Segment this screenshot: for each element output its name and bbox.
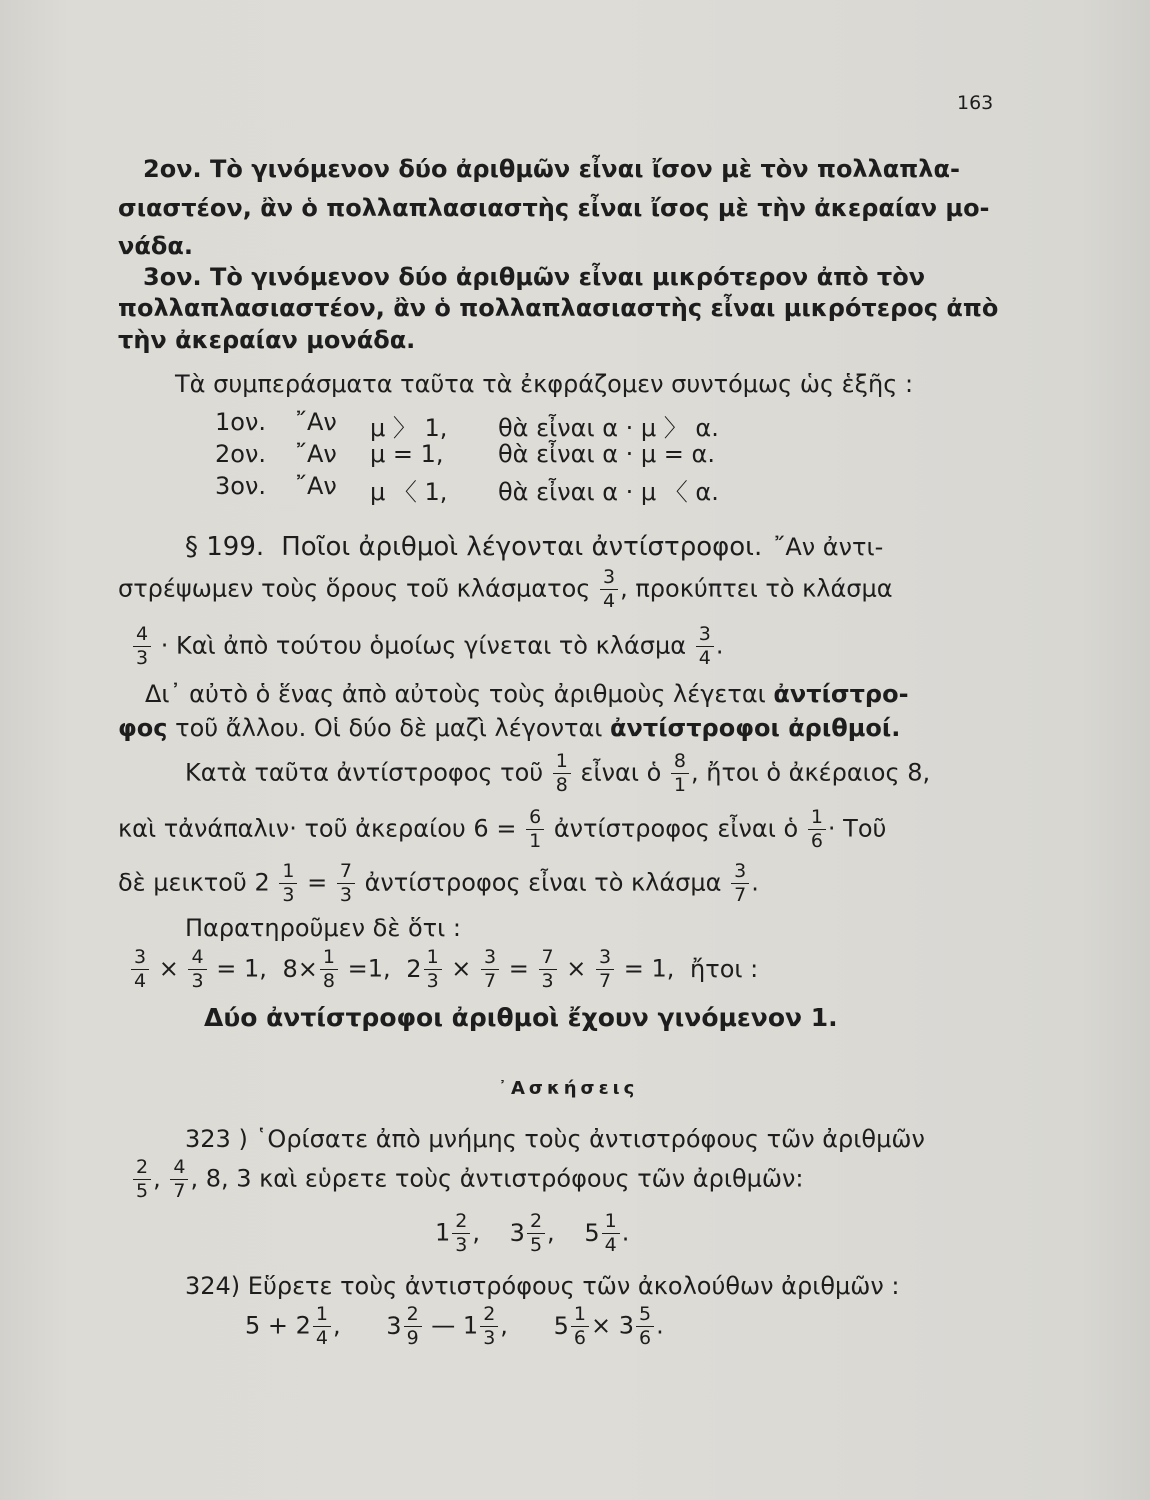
text: Δι᾽ αὐτὸ ὁ ἕνας ἀπὸ αὐτοὺς τοὺς ἀριθμοὺς λέγεται [145, 680, 766, 708]
numerator: 1 [573, 1303, 586, 1325]
fraction-6-1 [526, 808, 544, 851]
numerator: 8 [673, 750, 687, 772]
para-1-line-2 [131, 625, 723, 668]
row-2-if: ῎Αν [295, 440, 337, 468]
fraction-4-3 [188, 948, 206, 991]
denominator: 4 [696, 646, 714, 668]
numerator: 3 [603, 566, 616, 588]
numerator: 2 [483, 1303, 496, 1325]
text: δὲ μεικτοῦ 2 [118, 868, 270, 897]
denominator: 6 [808, 829, 826, 851]
denominator: 7 [596, 969, 614, 991]
fraction-4-7 [170, 1158, 188, 1201]
text: ἀντίστροφος εἶναι τὸ κλάσμα [364, 868, 722, 897]
text: ἤτοι : [690, 954, 759, 983]
text: = [307, 868, 328, 897]
exercise-324-line-2 [245, 1305, 664, 1348]
text: εἶναι ὁ [580, 758, 662, 787]
summary-intro: Τὰ συμπεράσματα ταῦτα τὰ ἐκφράζομεν συντόμως ὡς ἑξῆς : [175, 370, 914, 398]
numerator: 5 [638, 1303, 652, 1325]
denominator: 7 [731, 883, 749, 905]
row-1-case: 1ον. [215, 408, 266, 436]
text: · Καὶ ἀπὸ τούτου ὁμοίως γίνεται τὸ κλάσμα [160, 631, 687, 660]
denominator: 3 [539, 969, 557, 991]
numerator: 7 [339, 860, 352, 882]
sep: , [547, 1218, 555, 1247]
line-3rd-rule: 3ον. Τὸ γινόμενον δύο ἀριθμῶν εἶναι μικρότερον ἀπὸ τὸν [143, 263, 926, 291]
text: 5 [553, 1311, 569, 1340]
numerator: 1 [322, 946, 335, 968]
denominator: 4 [600, 589, 618, 611]
numerator: 1 [282, 860, 295, 882]
bold-term: φος [118, 714, 168, 742]
numerator: 1 [315, 1303, 328, 1325]
denominator: 3 [133, 646, 151, 668]
text: , ἤτοι ὁ ἀκέραιος 8, [691, 758, 931, 787]
denominator: 3 [480, 1326, 498, 1348]
exercise-324-line-1: 324) Εὕρετε τοὺς ἀντιστρόφους τῶν ἀκολούθων ἀριθμῶν : [185, 1272, 900, 1300]
fraction-5-6 [636, 1305, 654, 1348]
fraction-7-3 [539, 948, 557, 991]
bold-term: ἀντίστρο- [773, 680, 909, 708]
row-1-result: θὰ εἶναι α · μ 〉 α. [498, 414, 719, 442]
op: × [158, 954, 179, 983]
line-3rd-rule-cont: πολλαπλασιαστέον, ἂν ὁ πολλαπλασιαστὴς εἶναι μικρότερος ἀπὸ [118, 294, 999, 322]
numerator: 3 [698, 623, 711, 645]
text: — 1 [431, 1311, 479, 1340]
denominator: 3 [424, 969, 442, 991]
sep: . [621, 1218, 630, 1247]
page-number: 163 [957, 92, 994, 114]
exercise-323-line-1: 323 ) ῾Ορίσατε ἀπὸ μνήμης τοὺς ἀντιστρόφους τῶν ἀριθμῶν [185, 1125, 925, 1153]
whole: 1 [435, 1218, 451, 1247]
op: × [451, 954, 472, 983]
fraction-3-7 [481, 948, 499, 991]
fraction-7-3 [337, 862, 355, 905]
text: ἀντίστροφος εἶναι ὁ [553, 814, 799, 843]
op: 8× [282, 954, 318, 983]
numerator: 6 [529, 806, 542, 828]
numerator: 2 [136, 1156, 149, 1178]
sep: , [153, 1164, 161, 1193]
op: =1, [347, 954, 391, 983]
para-1-line-1 [118, 568, 893, 611]
row-2-condition: μ = 1, [370, 440, 444, 468]
sep: , [472, 1218, 481, 1247]
fraction-2-5 [527, 1212, 545, 1255]
fraction-1-4 [602, 1212, 620, 1255]
para-3-line-1 [185, 752, 930, 795]
row-3-condition: μ 〈 1, [370, 478, 448, 506]
fraction-2-5 [133, 1158, 151, 1201]
numerator: 4 [173, 1156, 186, 1178]
fraction-4-3 [133, 625, 151, 668]
row-2-result: θὰ εἶναι α · μ = α. [498, 440, 715, 468]
denominator: 4 [602, 1233, 620, 1255]
numerator: 1 [426, 946, 439, 968]
op: × [566, 954, 587, 983]
numerator: 1 [555, 750, 568, 772]
equation-line [129, 948, 758, 991]
numerator: 3 [734, 860, 747, 882]
numerator: 2 [529, 1210, 543, 1232]
denominator: 1 [671, 773, 689, 795]
para-2-line-2 [118, 714, 900, 742]
numerator: 3 [599, 946, 612, 968]
denominator: 9 [404, 1326, 422, 1348]
line-2nd-rule: 2ον. Τὸ γινόμενον δύο ἀριθμῶν εἶναι ἴσον μὲ τὸν πολλαπλα- [143, 155, 960, 183]
denominator: 6 [636, 1326, 654, 1348]
op: = 1, [623, 954, 675, 983]
numerator: 1 [604, 1210, 617, 1232]
line-2nd-rule-cont: σιαστέον, ἂν ὁ πολλαπλασιαστὴς εἶναι ἴσος μὲ τὴν ἀκεραίαν μο- [118, 194, 990, 222]
exercises-heading: ᾽Ασκήσεις [498, 1078, 639, 1099]
fraction-1-6 [808, 808, 826, 851]
text: 3 [386, 1311, 402, 1340]
section-title: Ποῖοι ἀριθμοὶ λέγονται ἀντίστροφοι. [281, 532, 763, 562]
text: , προκύπτει τὸ κλάσμα [620, 574, 893, 603]
whole: 3 [509, 1218, 525, 1247]
numerator: 3 [484, 946, 497, 968]
text: × 3 [590, 1311, 634, 1340]
denominator: 6 [571, 1326, 589, 1348]
row-2-case: 2ον. [215, 440, 266, 468]
denominator: 4 [131, 969, 149, 991]
text: τοῦ ἄλλου. Οἱ δύο δὲ μαζὶ λέγονται [175, 714, 603, 742]
fraction-1-8 [320, 948, 338, 991]
denominator: 4 [313, 1326, 331, 1348]
denominator: 5 [133, 1179, 151, 1201]
para-4-intro: Παρατηροῦμεν δὲ ὅτι : [185, 914, 461, 942]
fraction-3-4 [600, 568, 618, 611]
sep: . [656, 1311, 664, 1340]
text: . [715, 631, 724, 660]
sep: , [500, 1311, 508, 1340]
denominator: 3 [452, 1233, 470, 1255]
fraction-1-8 [553, 752, 571, 795]
op: = 1, [216, 954, 267, 983]
para-2-line-1 [145, 680, 909, 708]
denominator: 3 [188, 969, 206, 991]
sep: , [333, 1311, 341, 1340]
denominator: 5 [527, 1233, 545, 1255]
denominator: 3 [279, 883, 297, 905]
row-1-if: ῎Αν [295, 408, 337, 436]
fraction-2-9 [404, 1305, 422, 1348]
text: , 8, 3 καὶ εὑρετε τοὺς ἀντιστρόφους τῶν ἀριθμῶν: [190, 1164, 804, 1193]
line-2nd-rule-end: νάδα. [118, 232, 193, 260]
para-3-line-3 [118, 862, 759, 905]
row-3-case: 3ον. [215, 472, 266, 500]
fraction-2-3 [480, 1305, 498, 1348]
text: καὶ τἀνάπαλιν· τοῦ ἀκεραίου 6 = [118, 814, 517, 843]
fraction-3-7 [731, 862, 749, 905]
fraction-1-3 [279, 862, 297, 905]
text: · Τοῦ [827, 814, 887, 843]
text: 5 + 2 [245, 1311, 311, 1340]
exercise-323-line-3 [435, 1212, 629, 1255]
section-number: § 199. [185, 532, 265, 562]
whole: 5 [584, 1218, 600, 1247]
text: Κατὰ ταῦτα ἀντίστροφος τοῦ [185, 758, 544, 787]
denominator: 8 [553, 773, 571, 795]
para-3-line-2 [118, 808, 886, 851]
exercise-323-line-2 [131, 1158, 804, 1201]
denominator: 3 [337, 883, 355, 905]
fraction-3-4 [696, 625, 714, 668]
numerator: 7 [541, 946, 554, 968]
row-3-result: θὰ εἶναι α · μ 〈 α. [498, 478, 719, 506]
fraction-1-3 [424, 948, 442, 991]
bold-term: ἀντίστροφοι ἀριθμοί. [610, 714, 901, 742]
line-3rd-rule-end: τὴν ἀκεραίαν μονάδα. [118, 326, 416, 354]
numerator: 3 [134, 946, 147, 968]
fraction-3-7 [596, 948, 614, 991]
numerator: 2 [406, 1303, 419, 1325]
fraction-8-1 [671, 752, 689, 795]
op: = [508, 954, 529, 983]
row-1-condition: μ 〉 1, [370, 414, 448, 442]
fraction-3-4 [131, 948, 149, 991]
numerator: 2 [455, 1210, 468, 1232]
denominator: 8 [320, 969, 338, 991]
numerator: 4 [191, 946, 204, 968]
denominator: 1 [526, 829, 544, 851]
numerator: 1 [810, 806, 823, 828]
section-199-heading-line [185, 532, 883, 562]
section-text-start: ῎Αν ἀντι- [773, 533, 884, 561]
numerator: 4 [136, 623, 149, 645]
op: 2 [406, 954, 422, 983]
text: . [751, 868, 759, 897]
text: στρέψωμεν τοὺς ὅρους τοῦ κλάσματος [118, 574, 591, 603]
denominator: 7 [170, 1179, 188, 1201]
fraction-1-4 [313, 1305, 331, 1348]
fraction-2-3 [452, 1212, 470, 1255]
bold-rule: Δύο ἀντίστροφοι ἀριθμοὶ ἔχουν γινόμενον 1. [204, 1003, 838, 1032]
denominator: 7 [481, 969, 499, 991]
row-3-if: ῎Αν [295, 472, 337, 500]
fraction-1-6 [571, 1305, 589, 1348]
